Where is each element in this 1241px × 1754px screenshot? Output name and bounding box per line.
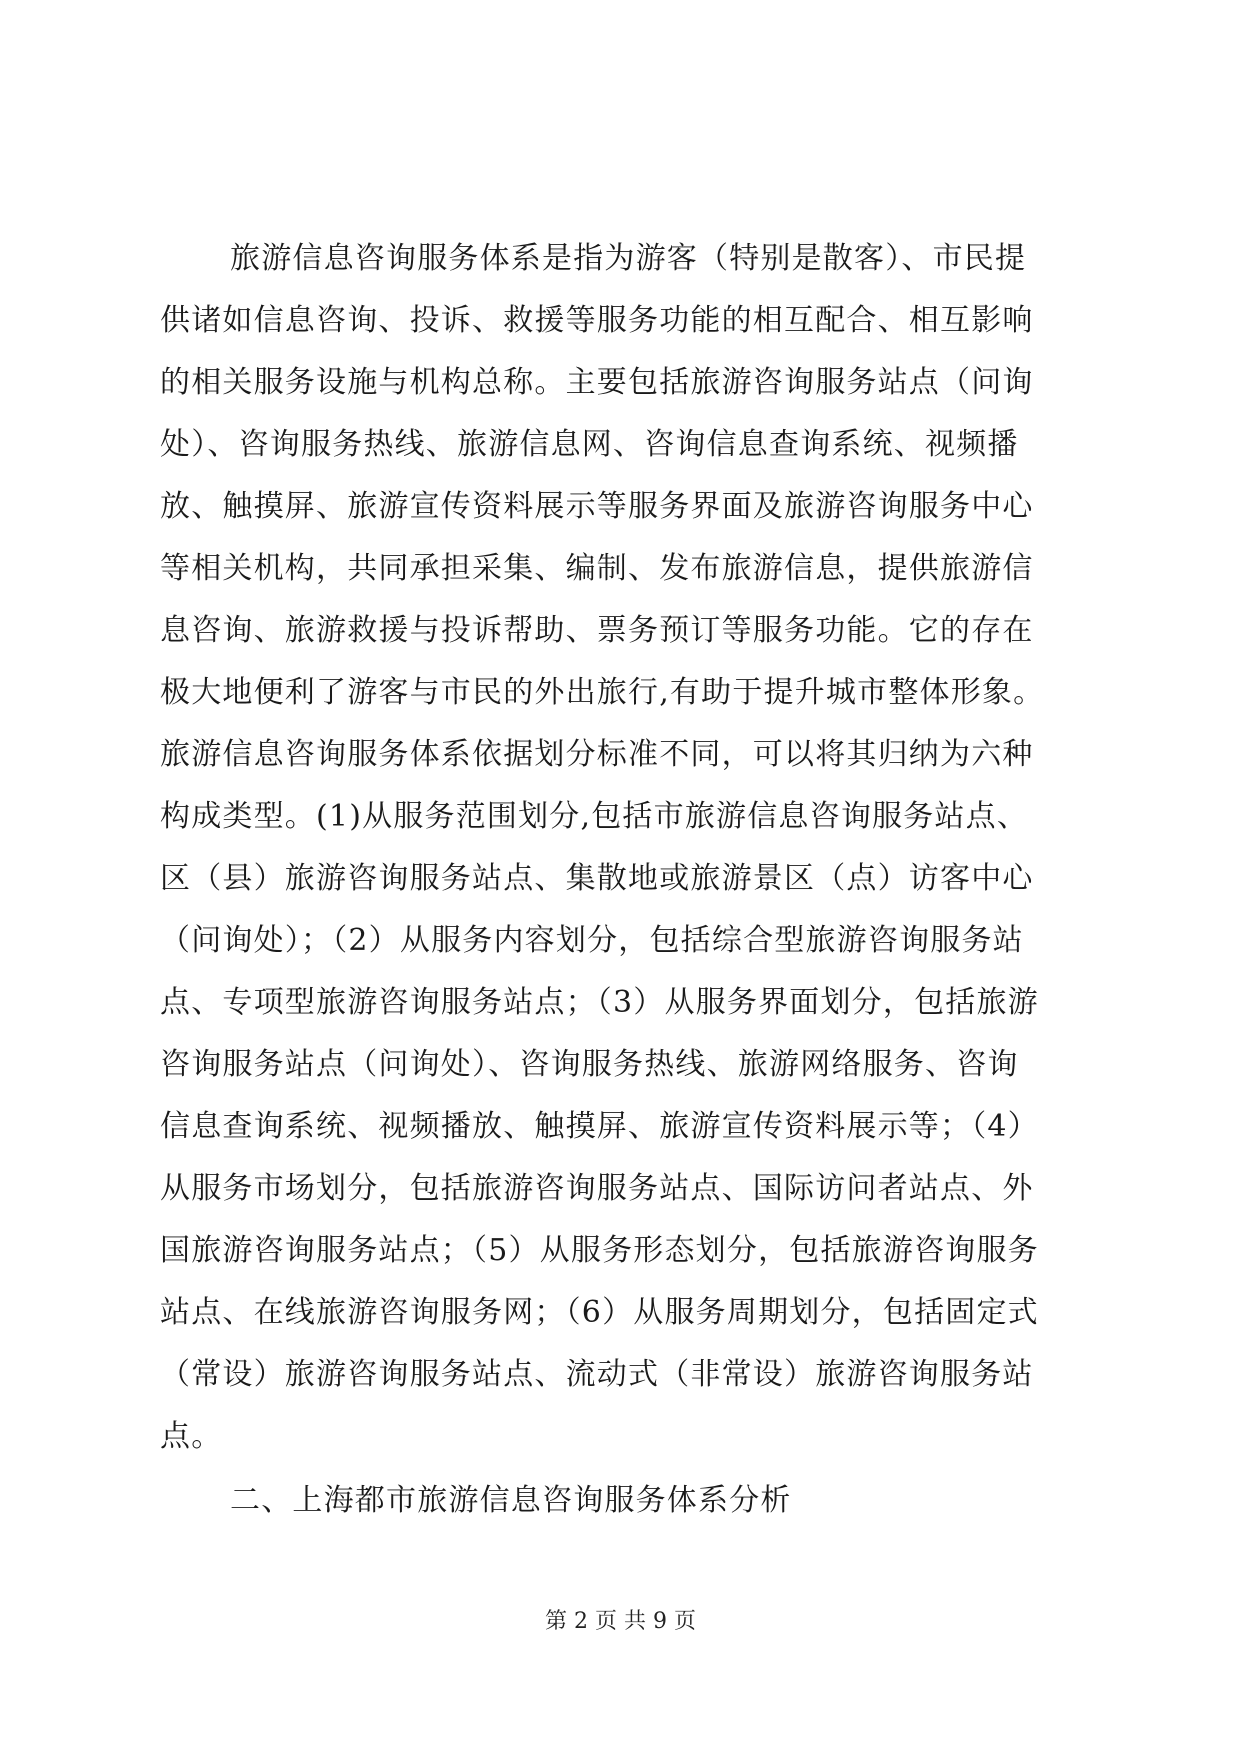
page-number-label: 第 2 页 共 9 页	[545, 1609, 696, 1634]
paragraph-line: 息咨询、旅游救援与投诉帮助、票务预订等服务功能。它的存在	[160, 613, 1034, 648]
paragraph-line: （问询处）；（2）从服务内容划分，包括综合型旅游咨询服务站	[160, 923, 1024, 958]
paragraph-line: 国旅游咨询服务站点；（5）从服务形态划分，包括旅游咨询服务	[160, 1233, 1039, 1268]
paragraph-line: 放、触摸屏、旅游宣传资料展示等服务界面及旅游咨询服务中心	[160, 489, 1034, 524]
paragraph-line: 从服务市场划分，包括旅游咨询服务站点、国际访问者站点、外	[160, 1171, 1034, 1206]
paragraph-line: 的相关服务设施与机构总称。主要包括旅游咨询服务站点（问询	[160, 365, 1034, 400]
paragraph-line: 咨询服务站点（问询处）、咨询服务热线、旅游网络服务、咨询	[160, 1047, 1019, 1082]
paragraph-line: 信息查询系统、视频播放、触摸屏、旅游宣传资料展示等；（4）	[160, 1109, 1039, 1144]
paragraph-line: 供诸如信息咨询、投诉、救援等服务功能的相互配合、相互影响	[160, 303, 1034, 338]
paragraph-line: 旅游信息咨询服务体系是指为游客（特别是散客）、市民提	[230, 241, 1027, 276]
paragraph-line: 点、专项型旅游咨询服务站点；（3）从服务界面划分，包括旅游	[160, 985, 1039, 1020]
paragraph-line: 极大地便利了游客与市民的外出旅行,有助于提升城市整体形象。	[160, 675, 1045, 710]
paragraph-line: 构成类型。(1)从服务范围划分,包括市旅游信息咨询服务站点、	[160, 799, 1029, 834]
paragraph-line: 点。	[160, 1419, 223, 1454]
paragraph-line: （常设）旅游咨询服务站点、流动式（非常设）旅游咨询服务站	[160, 1357, 1034, 1392]
paragraph-line: 处）、咨询服务热线、旅游信息网、咨询信息查询系统、视频播	[160, 427, 1019, 462]
paragraph-line: 等相关机构，共同承担采集、编制、发布旅游信息，提供旅游信	[160, 551, 1034, 586]
section-heading: 二、上海都市旅游信息咨询服务体系分析	[230, 1483, 792, 1518]
paragraph-line: 区（县）旅游咨询服务站点、集散地或旅游景区（点）访客中心	[160, 861, 1034, 896]
paragraph-line: 站点、在线旅游咨询服务网；（6）从服务周期划分，包括固定式	[160, 1295, 1039, 1330]
paragraph-line: 旅游信息咨询服务体系依据划分标准不同，可以将其归纳为六种	[160, 737, 1034, 772]
page-footer	[0, 1606, 1241, 1638]
body-paragraph	[160, 228, 1080, 1468]
